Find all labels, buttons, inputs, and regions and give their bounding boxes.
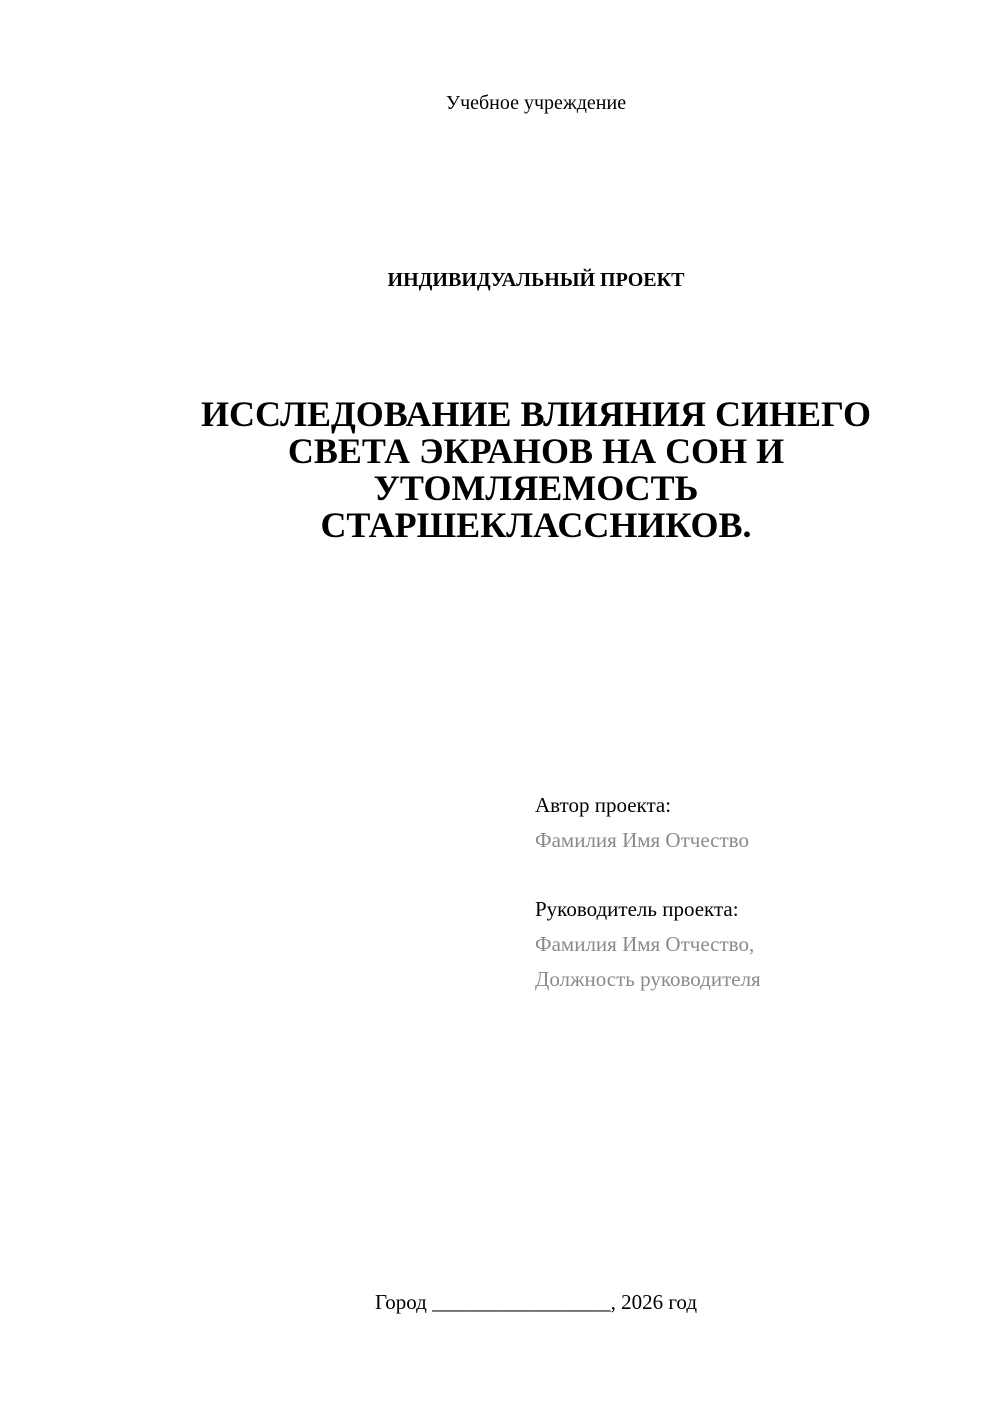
institution-name: Учебное учреждение	[445, 92, 627, 114]
author-name: Фамилия Имя Отчество	[535, 828, 749, 852]
credits-block	[535, 788, 975, 997]
supervisor-position: Должность руководителя	[535, 967, 761, 991]
title-line: СВЕТА ЭКРАНОВ НА СОН И	[287, 431, 785, 471]
title-line: СТАРШЕКЛАССНИКОВ.	[320, 505, 752, 545]
document-title	[150, 396, 922, 544]
author-label: Автор проекта:	[535, 793, 672, 817]
title-line: ИССЛЕДОВАНИЕ ВЛИЯНИЯ СИНЕГО	[201, 394, 871, 434]
title-line: УТОМЛЯЕМОСТЬ	[373, 468, 699, 508]
city-year-line: Город _________________, 2026 год	[374, 1290, 698, 1314]
credits-spacer	[535, 858, 975, 892]
supervisor-name: Фамилия Имя Отчество,	[535, 932, 755, 956]
supervisor-label: Руководитель проекта:	[535, 897, 739, 921]
document-type: ИНДИВИДУАЛЬНЫЙ ПРОЕКТ	[387, 269, 685, 291]
